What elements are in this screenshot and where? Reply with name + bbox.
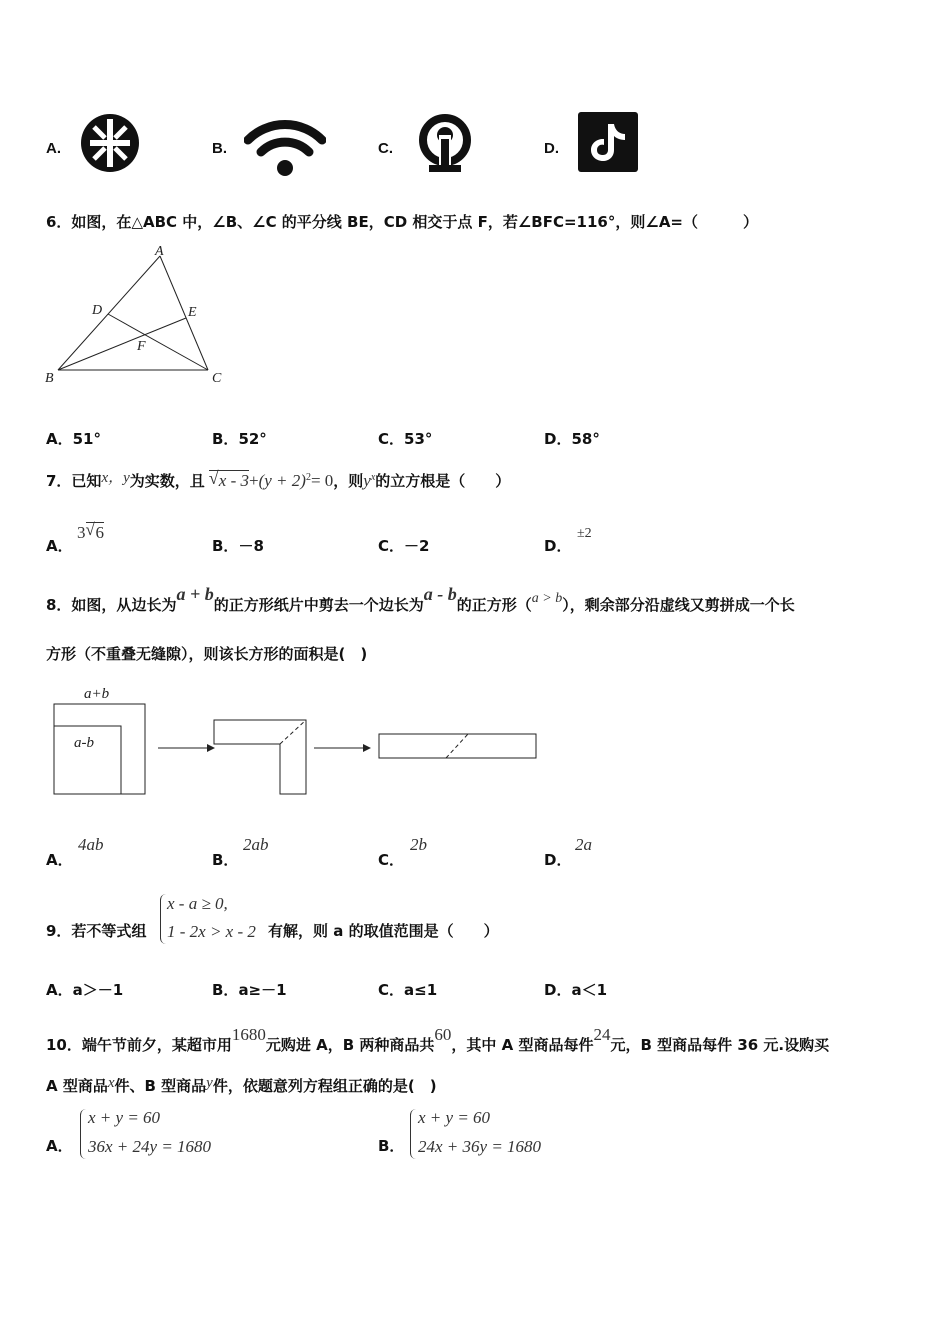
tiktok-logo-icon bbox=[578, 112, 638, 176]
q10-stem-line1: 10．端午节前夕，某超市用1680元购进 A，B 两种商品共60，其中 A 型商品每件24元，B 型商品每件 36 元.设购买 bbox=[46, 1025, 830, 1054]
q7-option-c: C．－2 bbox=[378, 537, 430, 555]
q8-stem-line1: 8．如图，从边长为a + b的正方形纸片中剪去一个边长为a - b的正方形（a > b），剩余部分沿虚线又剪拼成一个长 bbox=[46, 584, 795, 614]
q7-option-b: B．－8 bbox=[212, 537, 264, 555]
q9-option-a: A．a＞－1 bbox=[46, 981, 124, 999]
q9-option-b: B．a≥－1 bbox=[212, 981, 287, 999]
q9-stem-prefix: 9．若不等式组 bbox=[46, 922, 147, 940]
square-cutting-figure bbox=[40, 680, 550, 809]
q8-option-d-label: D． bbox=[544, 851, 572, 869]
outer-side-label: a+b bbox=[84, 686, 110, 702]
shenzhen-metro-logo-icon bbox=[80, 113, 140, 177]
q7-stem: 7．已知x，y为实数，且 √ $x - 3+(y + 2)^2= 0$，则$y^x$的立方根是（ ） bbox=[46, 468, 511, 490]
q9-option-c: C．a≤1 bbox=[378, 981, 438, 999]
q6-option-d: D．58° bbox=[544, 430, 600, 448]
q8-option-b-value: 2ab bbox=[243, 835, 269, 854]
q6-option-c: C．53° bbox=[378, 430, 433, 448]
q7-option-d-value: ±2 bbox=[577, 526, 592, 541]
q9-system-line2: 1 - 2x > x - 2 bbox=[167, 922, 256, 941]
q10-option-a-label: A． bbox=[46, 1137, 73, 1155]
q5-option-b-label: B. bbox=[212, 140, 227, 157]
triangle-point-e: E bbox=[188, 305, 197, 320]
triangle-point-d: D bbox=[92, 303, 103, 318]
q9-stem-suffix: 有解，则 a 的取值范围是（ ） bbox=[268, 922, 499, 940]
triangle-vertex-c: C bbox=[212, 371, 222, 386]
q10-option-b-brace bbox=[410, 1109, 417, 1159]
q10-option-b-eq1: x + y = 60 bbox=[418, 1108, 491, 1127]
q10-option-a-eq2: 36x + 24y = 1680 bbox=[88, 1137, 212, 1156]
q10-option-b-label: B． bbox=[378, 1137, 405, 1155]
q9-system-brace bbox=[160, 894, 167, 944]
q5-option-a-label: A. bbox=[46, 140, 61, 157]
inner-side-label: a-b bbox=[74, 735, 94, 751]
q7-option-d-label: D． bbox=[544, 537, 572, 555]
q7-option-a-label: A． bbox=[46, 537, 73, 555]
q7-option-a-value: 3 √ 6 bbox=[77, 520, 104, 542]
q6-option-b: B．52° bbox=[212, 430, 267, 448]
triangle-vertex-a: A bbox=[155, 244, 164, 259]
q10-stem-line2: A 型商品x件、B 型商品y件，依题意列方程组正确的是( ) bbox=[46, 1075, 437, 1095]
q9-option-d: D．a＜1 bbox=[544, 981, 608, 999]
q5-option-d-label: D. bbox=[544, 140, 559, 157]
triangle-vertex-b: B bbox=[45, 371, 54, 386]
q6-stem: 6．如图，在△ABC 中，∠B、∠C 的平分线 BE，CD 相交于点 F，若∠BFC=116°，则∠A=（ ） bbox=[46, 213, 758, 231]
triangle-figure bbox=[40, 242, 240, 396]
china-railway-logo-icon bbox=[414, 113, 476, 179]
q5-option-c-label: C. bbox=[378, 140, 393, 157]
q8-option-a-value: 4ab bbox=[78, 835, 104, 854]
q8-option-d-value: 2a bbox=[575, 835, 592, 854]
q6-option-a: A．51° bbox=[46, 430, 101, 448]
q8-stem-line2: 方形（不重叠无缝隙），则该长方形的面积是( ) bbox=[46, 645, 368, 663]
triangle-point-f: F bbox=[137, 339, 146, 354]
q10-option-a-brace bbox=[80, 1109, 87, 1159]
q10-option-a-eq1: x + y = 60 bbox=[88, 1108, 161, 1127]
q8-option-c-label: C． bbox=[378, 851, 405, 869]
q8-option-a-label: A． bbox=[46, 851, 73, 869]
wifi-icon bbox=[244, 114, 326, 182]
q8-option-b-label: B． bbox=[212, 851, 239, 869]
q8-option-c-value: 2b bbox=[410, 835, 427, 854]
q9-system-line1: x - a ≥ 0, bbox=[167, 894, 228, 913]
q10-option-b-eq2: 24x + 36y = 1680 bbox=[418, 1137, 542, 1156]
